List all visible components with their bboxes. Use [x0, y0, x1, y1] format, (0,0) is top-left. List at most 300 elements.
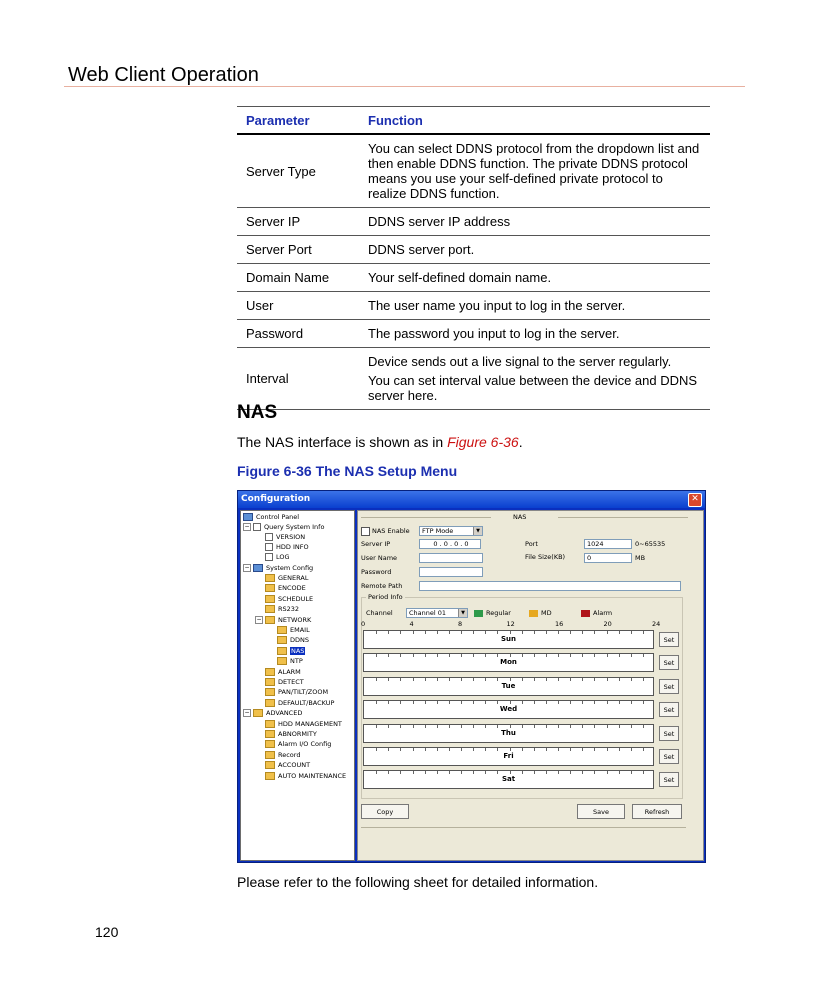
tree-label: DEFAULT/BACKUP — [278, 699, 335, 707]
hour-tick — [582, 654, 583, 657]
hour-tick — [400, 654, 401, 657]
hour-tick — [497, 701, 498, 704]
hour-tick — [558, 654, 559, 657]
hour-tick — [376, 631, 377, 634]
function-text: DDNS server IP address — [368, 214, 511, 229]
hour-tick — [607, 725, 608, 728]
hour-tick — [594, 701, 595, 704]
day-schedule-bar[interactable] — [363, 653, 654, 672]
param-cell: Domain Name — [237, 264, 359, 292]
hour-tick — [400, 631, 401, 634]
hour-tick — [376, 725, 377, 728]
table-row — [237, 264, 710, 292]
hour-tick — [582, 748, 583, 751]
hour-tick — [461, 654, 462, 657]
folder-icon — [265, 772, 275, 780]
hour-tick — [558, 725, 559, 728]
hour-tick — [582, 771, 583, 774]
control-panel-icon — [243, 513, 253, 521]
tree-label: Alarm I/O Config — [278, 740, 332, 748]
hour-tick — [570, 678, 571, 681]
hour-tick — [449, 725, 450, 728]
tree-item-ntp[interactable] — [277, 656, 303, 666]
hour-tick — [510, 748, 511, 751]
tree-item-log[interactable] — [265, 552, 290, 562]
mode-value: FTP Mode — [422, 527, 454, 535]
hour-tick — [546, 748, 547, 751]
hour-tick — [570, 725, 571, 728]
hour-tick — [570, 631, 571, 634]
hour-tick — [449, 631, 450, 634]
filesize-unit: MB — [635, 554, 646, 562]
param-cell: Interval — [237, 348, 359, 410]
hour-tick — [582, 631, 583, 634]
hour-tick — [546, 631, 547, 634]
folder-icon — [265, 584, 275, 592]
hour-tick — [497, 631, 498, 634]
folder-icon — [277, 626, 287, 634]
tree-label: DDNS — [290, 636, 309, 644]
hour-tick — [400, 678, 401, 681]
hour-tick — [619, 701, 620, 704]
username-label: User Name — [361, 554, 398, 562]
hour-tick — [388, 748, 389, 751]
password-label: Password — [361, 568, 392, 576]
tree-item-alarm-io[interactable] — [265, 739, 331, 749]
tree-item-alarm[interactable] — [265, 667, 301, 677]
hour-tick — [400, 771, 401, 774]
nas-heading: NAS — [237, 402, 278, 423]
filesize-label: File Size(KB) — [525, 553, 566, 561]
parameter-table — [237, 106, 710, 410]
collapse-icon[interactable]: − — [256, 616, 262, 623]
legend-md — [529, 609, 552, 617]
hour-tick — [485, 678, 486, 681]
hour-tick — [437, 678, 438, 681]
hour-tick — [558, 771, 559, 774]
folder-icon — [265, 595, 275, 603]
tree-item-ddns[interactable] — [277, 635, 309, 645]
hour-tick — [473, 654, 474, 657]
function-text: You can set interval value between the device and DDNS server here. — [368, 373, 698, 403]
hour-tick — [619, 654, 620, 657]
hour-tick — [449, 654, 450, 657]
tree-label: RS232 — [278, 605, 300, 613]
day-label: Mon — [500, 658, 517, 667]
hour-tick — [534, 725, 535, 728]
hour-tick — [510, 771, 511, 774]
tree-label: DETECT — [278, 678, 304, 686]
hour-tick — [643, 725, 644, 728]
set-button[interactable]: Set — [659, 749, 679, 764]
hour-tick — [461, 725, 462, 728]
folder-icon — [265, 574, 275, 582]
tree-label: ACCOUNT — [278, 761, 311, 769]
hour-tick — [546, 725, 547, 728]
hour-tick — [534, 771, 535, 774]
function-text: You can select DDNS protocol from the dropdown list and then enable DDNS function. The private DDNS protocol means you use your self-defined private protocol to realize DDNS function. — [368, 141, 700, 201]
server-ip-input[interactable]: 0 . 0 . 0 . 0 — [419, 539, 481, 549]
hour-tick — [388, 771, 389, 774]
channel-select[interactable] — [406, 608, 468, 618]
function-cell — [359, 292, 710, 320]
legend-alarm — [581, 609, 612, 617]
hour-tick — [413, 748, 414, 751]
hour-tick — [534, 701, 535, 704]
hour-tick — [570, 748, 571, 751]
tree-item-hdd-info[interactable] — [265, 542, 309, 552]
hour-tick — [631, 771, 632, 774]
hour-tick — [594, 631, 595, 634]
folder-icon — [277, 657, 287, 665]
hour-tick — [425, 678, 426, 681]
nas-intro — [237, 434, 523, 450]
page-icon — [253, 523, 261, 531]
hour-tick — [437, 725, 438, 728]
hour-tick — [425, 631, 426, 634]
day-schedule-bar[interactable] — [363, 724, 654, 743]
hour-tick — [546, 771, 547, 774]
nas-intro-text: The NAS interface is shown as in — [237, 434, 448, 450]
function-cell — [359, 320, 710, 348]
tree-label: SCHEDULE — [278, 595, 314, 603]
function-text: Device sends out a live signal to the server regularly. — [368, 354, 672, 369]
hour-tick — [388, 678, 389, 681]
folder-icon — [265, 678, 275, 686]
legend-regular — [474, 609, 511, 617]
hour-tick — [413, 678, 414, 681]
tree-label: HDD MANAGEMENT — [278, 720, 342, 728]
tree-label: NTP — [290, 657, 303, 665]
figure-ref: Figure 6-36 — [447, 434, 519, 450]
hour-tick — [619, 725, 620, 728]
tree-item-account[interactable] — [265, 760, 310, 770]
hour-tick — [534, 654, 535, 657]
hour-tick — [473, 748, 474, 751]
function-cell — [359, 208, 710, 236]
hour-tick — [643, 654, 644, 657]
tree-label: ENCODE — [278, 584, 306, 592]
chevron-down-icon[interactable]: ▼ — [458, 609, 467, 617]
hour-tick — [607, 654, 608, 657]
day-schedule-bar[interactable] — [363, 747, 654, 766]
function-cell — [359, 264, 710, 292]
tree-label: NETWORK — [278, 616, 312, 624]
function-text: DDNS server port. — [368, 242, 475, 257]
tree-item-abnormity[interactable] — [265, 729, 317, 739]
hour-tick — [400, 748, 401, 751]
folder-icon — [265, 740, 275, 748]
remote-path-input[interactable] — [419, 581, 681, 591]
hour-tick — [631, 725, 632, 728]
hour-tick — [510, 725, 511, 728]
hour-tick — [413, 654, 414, 657]
table-row — [237, 236, 710, 264]
collapse-icon[interactable]: − — [244, 709, 250, 716]
alarm-swatch — [581, 610, 590, 617]
hour-tick — [449, 678, 450, 681]
hour-tick — [497, 678, 498, 681]
hour-tick — [570, 654, 571, 657]
function-cell — [359, 236, 710, 264]
channel-value: Channel 01 — [409, 609, 447, 617]
tree-label: LOG — [276, 553, 290, 561]
hour-tick — [619, 631, 620, 634]
tree-item-detect[interactable] — [265, 677, 304, 687]
tree-item-schedule[interactable] — [265, 594, 313, 604]
tree-label: HDD INFO — [276, 543, 309, 551]
hour-tick — [582, 701, 583, 704]
tree-item-record[interactable] — [265, 750, 300, 760]
day-label: Wed — [499, 705, 518, 714]
hour-tick — [558, 631, 559, 634]
legend-label: Alarm — [593, 609, 613, 617]
tree-label: ADVANCED — [266, 709, 303, 717]
hour-tick — [425, 771, 426, 774]
hour-tick — [388, 701, 389, 704]
hour-tick — [413, 631, 414, 634]
day-label: Tue — [501, 681, 516, 690]
group-line — [361, 517, 491, 518]
hour-tick — [437, 701, 438, 704]
hour-tick — [522, 771, 523, 774]
day-schedule-bar[interactable] — [363, 770, 654, 789]
hour-tick — [485, 725, 486, 728]
set-button[interactable]: Set — [659, 655, 679, 670]
username-input[interactable] — [419, 553, 483, 563]
hour-tick — [376, 701, 377, 704]
hour-tick — [473, 701, 474, 704]
set-button[interactable]: Set — [659, 632, 679, 647]
hour-tick — [388, 631, 389, 634]
tree-item-encode[interactable] — [265, 583, 306, 593]
hour-tick — [619, 678, 620, 681]
day-schedule-bar[interactable] — [363, 677, 654, 696]
param-cell: Server Port — [237, 236, 359, 264]
configuration-dialog — [237, 490, 706, 863]
hour-tick — [461, 701, 462, 704]
hour-tick — [570, 771, 571, 774]
tree-item-email[interactable] — [277, 625, 310, 635]
hour-tick — [485, 654, 486, 657]
bottom-divider — [361, 827, 686, 828]
collapse-icon[interactable]: − — [244, 523, 250, 530]
close-icon[interactable]: ✕ — [688, 493, 702, 507]
copy-button[interactable]: Copy — [361, 804, 409, 819]
hour-tick — [534, 748, 535, 751]
hour-tick — [473, 771, 474, 774]
hour-tick-label: 8 — [458, 620, 463, 628]
hour-tick — [631, 678, 632, 681]
function-text: The user name you input to log in the server. — [368, 298, 626, 313]
advanced-icon — [253, 709, 263, 717]
mode-select[interactable] — [419, 526, 483, 536]
tree-item-control-panel[interactable] — [243, 512, 299, 522]
table-row — [237, 134, 710, 208]
hour-tick — [449, 771, 450, 774]
header-rule — [64, 86, 745, 87]
hour-tick — [631, 654, 632, 657]
table-row — [237, 348, 710, 410]
hour-tick — [485, 771, 486, 774]
tools-icon — [253, 564, 263, 572]
hour-tick — [607, 631, 608, 634]
hour-tick — [522, 654, 523, 657]
hour-tick — [376, 771, 377, 774]
password-input[interactable] — [419, 567, 483, 577]
chevron-down-icon[interactable]: ▼ — [473, 527, 482, 535]
hour-tick — [413, 701, 414, 704]
page-icon — [265, 553, 273, 561]
day-schedule-bar[interactable] — [363, 700, 654, 719]
hour-tick — [643, 631, 644, 634]
col-function: Function — [359, 107, 710, 135]
tree-item-ptz[interactable] — [265, 687, 328, 697]
tree-item-query[interactable] — [243, 522, 324, 532]
hour-tick — [485, 631, 486, 634]
hour-tick — [485, 701, 486, 704]
hour-tick — [376, 748, 377, 751]
param-cell: Server IP — [237, 208, 359, 236]
set-button[interactable]: Set — [659, 772, 679, 787]
hour-tick — [473, 725, 474, 728]
nas-enable-checkbox[interactable] — [361, 527, 370, 536]
tree-item-rs232[interactable] — [265, 604, 299, 614]
hour-tick — [594, 654, 595, 657]
collapse-icon[interactable]: − — [244, 564, 250, 571]
tree-item-version[interactable] — [265, 532, 305, 542]
hour-tick — [534, 678, 535, 681]
hour-tick — [534, 631, 535, 634]
folder-icon — [265, 616, 275, 624]
day-label: Thu — [501, 728, 516, 737]
hour-tick — [631, 748, 632, 751]
hour-tick-label: 16 — [555, 620, 564, 628]
regular-swatch — [474, 610, 483, 617]
hour-tick — [425, 654, 426, 657]
hour-tick — [631, 631, 632, 634]
hour-tick — [522, 725, 523, 728]
hour-tick — [400, 701, 401, 704]
footer-text: Please refer to the following sheet for detailed information. — [237, 874, 599, 890]
hour-tick — [461, 748, 462, 751]
tree-item-auto-maintenance[interactable] — [265, 771, 346, 781]
day-schedule-bar[interactable] — [363, 630, 654, 649]
hour-tick — [413, 725, 414, 728]
filesize-input[interactable]: 0 — [584, 553, 632, 563]
folder-open-icon — [277, 647, 287, 655]
hour-tick — [510, 678, 511, 681]
folder-icon — [265, 730, 275, 738]
hour-tick — [497, 654, 498, 657]
folder-icon — [265, 605, 275, 613]
table-row — [237, 320, 710, 348]
tree-item-general[interactable] — [265, 573, 308, 583]
day-label: Sat — [501, 775, 516, 784]
hour-tick-label: 20 — [603, 620, 612, 628]
hour-tick — [425, 748, 426, 751]
hour-tick — [413, 771, 414, 774]
hour-tick — [473, 678, 474, 681]
save-button[interactable]: Save — [577, 804, 625, 819]
hour-tick — [582, 678, 583, 681]
folder-icon — [265, 761, 275, 769]
folder-icon — [265, 699, 275, 707]
hour-tick — [570, 701, 571, 704]
hour-tick — [388, 725, 389, 728]
hour-tick — [558, 701, 559, 704]
hour-tick — [619, 748, 620, 751]
refresh-button[interactable]: Refresh — [632, 804, 682, 819]
table-row — [237, 292, 710, 320]
tree-item-advanced[interactable] — [243, 708, 302, 718]
tree-item-nas[interactable] — [277, 646, 305, 656]
hour-tick — [594, 678, 595, 681]
port-label: Port — [525, 540, 538, 548]
hour-tick — [461, 771, 462, 774]
hour-tick — [376, 678, 377, 681]
hour-tick — [449, 748, 450, 751]
tree-item-network[interactable] — [255, 615, 311, 625]
hour-tick — [631, 701, 632, 704]
hour-tick-label: 24 — [652, 620, 661, 628]
tree-item-hdd-management[interactable] — [265, 719, 342, 729]
set-button[interactable]: Set — [659, 679, 679, 694]
hour-tick — [594, 725, 595, 728]
hour-tick — [449, 701, 450, 704]
hour-tick — [400, 725, 401, 728]
hour-tick — [497, 771, 498, 774]
hour-tick — [619, 771, 620, 774]
folder-icon — [265, 688, 275, 696]
tree-label: NAS — [291, 647, 305, 655]
port-range: 0~65535 — [635, 540, 666, 548]
folder-icon — [265, 720, 275, 728]
hour-tick — [388, 654, 389, 657]
table-row — [237, 208, 710, 236]
dialog-title: Configuration — [238, 491, 705, 508]
tree-label: Control Panel — [256, 513, 300, 521]
tree-label: Query System Info — [264, 523, 325, 531]
day-label: Sun — [500, 635, 516, 643]
nas-group-label: NAS — [513, 513, 527, 521]
hour-tick — [522, 631, 523, 634]
hour-tick — [376, 654, 377, 657]
set-button[interactable]: Set — [659, 702, 679, 717]
col-parameter: Parameter — [237, 107, 359, 135]
hour-tick — [437, 771, 438, 774]
legend-label: MD — [541, 609, 552, 617]
tree-label: ALARM — [278, 668, 301, 676]
tree-label: ABNORMITY — [278, 730, 317, 738]
set-button[interactable]: Set — [659, 726, 679, 741]
period-info-label: Period Info — [368, 593, 403, 601]
page-number: 120 — [95, 924, 119, 940]
md-swatch — [529, 610, 538, 617]
function-cell — [359, 134, 710, 208]
hour-tick — [522, 678, 523, 681]
tree-label: Record — [278, 751, 301, 759]
nas-intro-end: . — [518, 434, 523, 450]
hour-tick — [607, 748, 608, 751]
hour-tick — [461, 631, 462, 634]
hour-tick — [546, 701, 547, 704]
hour-tick — [643, 678, 644, 681]
port-input[interactable]: 1024 — [584, 539, 632, 549]
hour-tick — [643, 771, 644, 774]
tree-item-system-config[interactable] — [243, 563, 313, 573]
tree-item-default-backup[interactable] — [265, 698, 334, 708]
